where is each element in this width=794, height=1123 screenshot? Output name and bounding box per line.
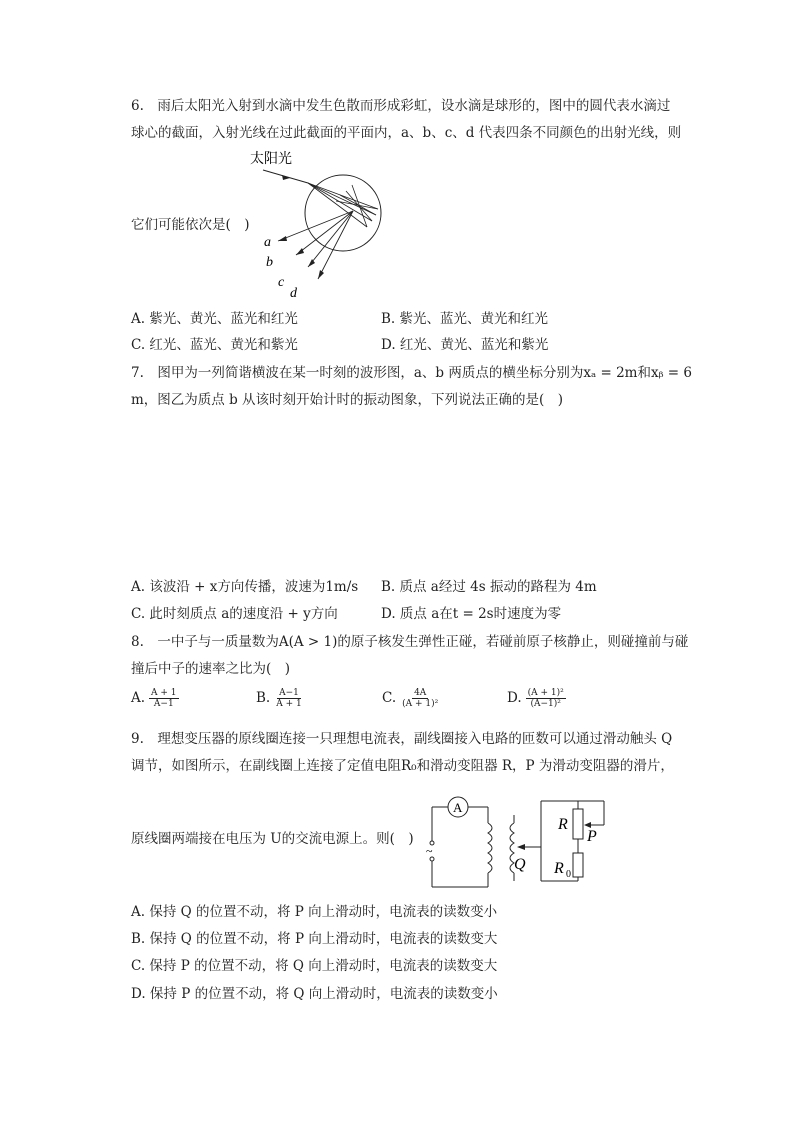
- ray-label-a: a: [264, 235, 271, 250]
- numerator: (A + 1)²: [527, 688, 564, 698]
- q9-text-line-1: 9. 理想变压器的原线圈连接一只理想电流表，副线圈接入电路的匝数可以通过滑动触头 Q: [131, 731, 673, 747]
- denominator: A + 1: [276, 699, 302, 709]
- q7-option-d: D. 质点 a在t = 2s时速度为零: [381, 606, 562, 622]
- numerator: A + 1: [151, 688, 177, 698]
- resistor-r0-subscript: 0: [566, 869, 571, 880]
- slider-p-label: P: [587, 828, 597, 845]
- rheostat-r-label: R: [558, 816, 568, 833]
- fraction: [149, 688, 179, 709]
- wave-chart-jia: [128, 415, 358, 575]
- q7-option-a: A. 该波沿 + x方向传播，波速为1m/s: [131, 579, 359, 595]
- denominator: A−1: [153, 699, 174, 709]
- contact-q-label: Q: [514, 856, 526, 873]
- denominator: (A−1)²: [530, 699, 561, 709]
- q9-option-a: A. 保持 Q 的位置不动，将 P 向上滑动时，电流表的读数变小: [131, 904, 498, 920]
- q6-option-a: A. 紫光、黄光、蓝光和红光: [131, 311, 298, 327]
- q7-text-line-2: m，图乙为质点 b 从该时刻开始计时的振动图象，下列说法正确的是( ): [131, 392, 564, 408]
- numerator: 4A: [414, 688, 427, 698]
- fraction: [400, 688, 440, 709]
- q7-text-line-1: 7. 图甲为一列简谐横波在某一时刻的波形图，a、b 两质点的横坐标分别为xₐ = 2m和xᵦ = 6: [131, 365, 692, 381]
- q9-text-line-3: 原线圈两端接在电压为 U的交流电源上。则( ): [131, 831, 414, 847]
- q6-option-b: B. 紫光、蓝光、黄光和红光: [381, 311, 549, 327]
- q7-option-b: B. 质点 a经过 4s 振动的路程为 4m: [381, 579, 597, 595]
- sunlight-label: 太阳光: [250, 152, 292, 167]
- q8-option-b-label: B.: [256, 690, 271, 706]
- q8-option-d-label: D.: [507, 690, 522, 706]
- q8-text-line-2: 撞后中子的速率之比为( ): [131, 661, 291, 677]
- ray-label-b: b: [266, 255, 273, 270]
- q6-text-line-1: 6. 雨后太阳光入射到水滴中发生色散而形成彩虹，设水滴是球形的，图中的圆代表水滴过: [131, 98, 671, 114]
- ammeter-label: A: [453, 800, 463, 815]
- q8-option-d: [507, 688, 566, 709]
- q6-raindrop-figure: [250, 145, 400, 305]
- q9-option-c: C. 保持 P 的位置不动，将 Q 向上滑动时，电流表的读数变大: [131, 958, 498, 974]
- q6-option-c: C. 红光、蓝光、黄光和紫光: [131, 337, 298, 353]
- q8-option-c: [382, 688, 440, 709]
- fraction: [526, 688, 566, 709]
- q8-option-a-label: A.: [131, 690, 146, 706]
- q8-option-a: [131, 688, 179, 709]
- ray-label-c: c: [278, 275, 285, 290]
- fraction: [274, 688, 304, 709]
- q8-text-line-1: 8. 一中子与一质量数为A(A > 1)的原子核发生弹性正碰，若碰前原子核静止，则碰撞前与碰: [131, 634, 689, 650]
- q8-option-b: [256, 688, 304, 709]
- q9-option-d: D. 保持 P 的位置不动，将 Q 向上滑动时，电流表的读数变小: [131, 986, 498, 1002]
- q9-option-b: B. 保持 Q 的位置不动，将 P 向上滑动时，电流表的读数变大: [131, 931, 498, 947]
- q9-text-line-2: 调节，如图所示，在副线圈上连接了定值电阻R₀和滑动变阻器 R，P 为滑动变阻器的滑片，: [131, 758, 674, 774]
- denominator: (A + 1)²: [402, 699, 439, 709]
- q6-option-d: D. 红光、黄光、蓝光和紫光: [381, 337, 549, 353]
- ray-label-d: d: [290, 286, 297, 301]
- q6-text-line-3: 它们可能依次是( ): [131, 217, 250, 233]
- vibration-chart-yi: [380, 415, 590, 575]
- q8-option-c-label: C.: [382, 690, 397, 706]
- q6-text-line-2: 球心的截面，入射光线在过此截面的平面内，a、b、c、d 代表四条不同颜色的出射光线，则: [131, 125, 682, 141]
- transformer-circuit-figure: [422, 783, 622, 893]
- ac-source-symbol: ~: [426, 844, 433, 858]
- resistor-r0-label: R: [554, 860, 564, 877]
- numerator: A−1: [279, 688, 299, 698]
- q7-option-c: C. 此时刻质点 a的速度沿 + y方向: [131, 606, 338, 622]
